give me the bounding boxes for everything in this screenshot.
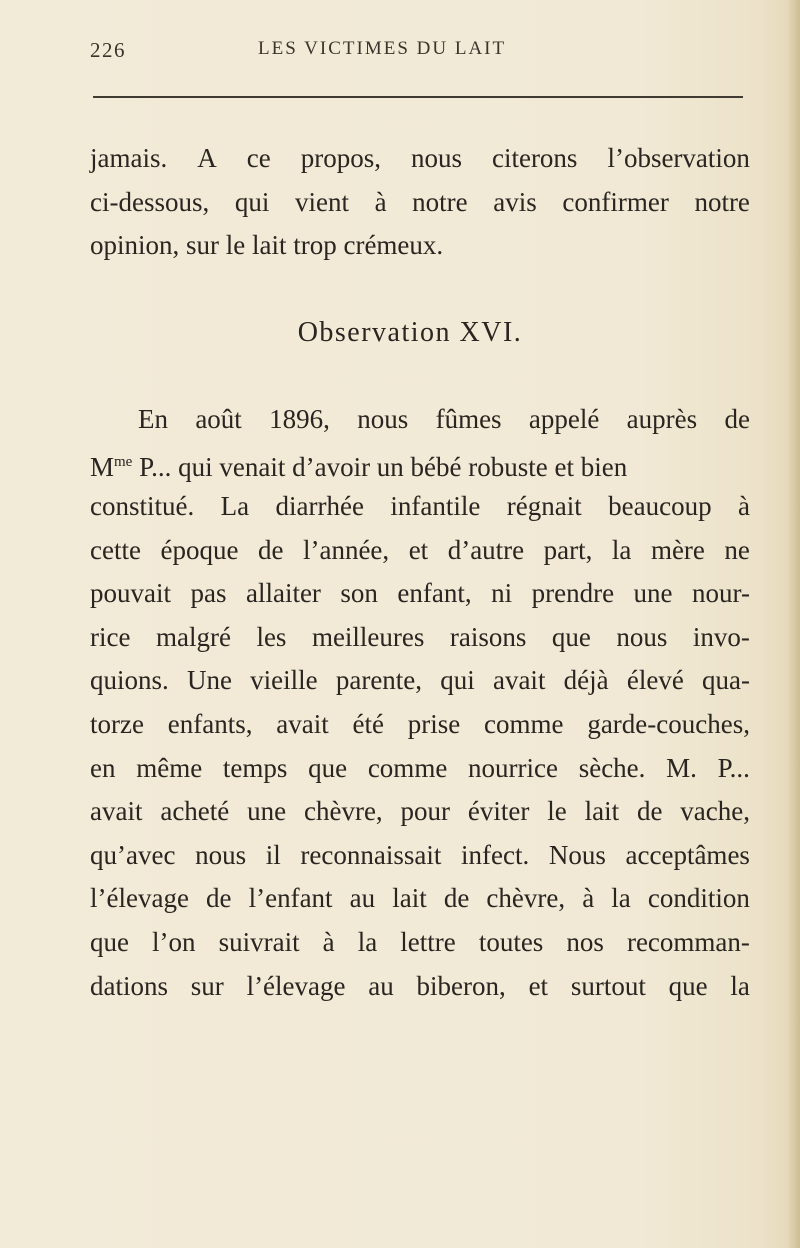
word: lettre [400,926,456,957]
word: allaiter [245,578,321,609]
word: fûmes [435,403,502,434]
body-text [90,137,750,1008]
word: La [220,490,250,521]
text-line [90,703,750,747]
word: sur [190,970,224,1001]
word: pouvait [90,578,171,609]
word: que [668,970,708,1001]
text-line-rest: P... qui venait d’avoir un bébé robuste et bien [132,452,628,483]
word: ci-dessous, [90,186,210,217]
word: l’on [152,926,196,957]
word: que [551,621,591,652]
word: ni [491,578,513,609]
word: qui [440,665,475,696]
word: l’année, [302,534,390,565]
word: à [737,490,750,521]
word: époque [160,534,239,565]
word: vache, [680,796,750,827]
word: rice [90,621,131,652]
word: avis [493,186,537,217]
text-line [90,398,750,442]
word: une [633,578,673,609]
word: en [90,752,116,783]
word: la [611,534,632,565]
word: même [136,752,203,783]
word: confirmer [562,186,669,217]
page-edge [786,0,800,1248]
word: de [206,883,232,914]
running-head [90,38,740,68]
word: et [408,534,429,565]
word: la [730,970,750,1001]
word: beaucoup [608,490,712,521]
text-line [90,572,750,616]
word: régnait [506,490,582,521]
text-line [90,877,750,921]
word: quions. [90,665,169,696]
word: garde-couches, [587,708,750,739]
word: la [611,883,631,914]
text-line [90,834,750,878]
word: au [368,970,394,1001]
word: l’élevage [90,883,189,914]
word: qui [234,186,270,217]
word: invo- [692,621,750,652]
word: avait [276,708,329,739]
text-line [90,747,750,791]
header-rule [93,96,743,98]
word: A [197,143,217,173]
text-line [90,921,750,965]
word: à [374,186,387,217]
word: suivrait [218,926,300,957]
word: nous [410,143,462,173]
word: de [257,534,284,565]
word: dations [90,970,168,1001]
word: le [547,796,567,827]
word: au [349,883,376,914]
word: P... [717,752,750,783]
word: Nous [548,839,606,870]
text-line [90,659,750,703]
word: cette [90,534,141,565]
word: nous [195,839,247,870]
word: à [582,883,595,914]
word: notre [694,186,750,217]
word: nos [566,926,604,957]
word: avait [90,796,143,827]
word: nourrice [468,752,558,783]
word: torze [90,708,144,739]
text-line: opinion, sur le lait trop crémeux. [90,230,444,261]
page-number: 226 [90,38,126,62]
word: vient [294,186,349,217]
word: comme [484,708,564,739]
word: les [256,621,287,652]
word: raisons [449,621,527,652]
word: prise [407,708,461,739]
running-title: LES VICTIMES DU LAIT [258,38,507,59]
word: que [90,926,129,957]
word: ne [724,534,750,565]
word: avait [492,665,546,696]
word: pour [400,796,451,827]
word: acheté [160,796,230,827]
word: été [352,708,384,739]
word: chèvre, [303,796,383,827]
word: malgré [155,621,231,652]
word: vieille [250,665,318,696]
word: condition [647,883,750,914]
word: élevé [626,665,684,696]
word: reconnaissait [300,839,442,870]
text-line [90,529,750,573]
word: infect. [461,839,530,870]
title-abbrev: M [90,452,115,483]
text-line [90,616,750,660]
word: notre [412,186,468,217]
word: toutes [478,926,544,957]
word: enfants, [167,708,253,739]
word: nour- [692,578,750,609]
text-line [90,790,750,834]
word: que [308,752,348,783]
word: l’élevage [246,970,346,1001]
word: nous [616,621,668,652]
word: mère [650,534,705,565]
word: jamais. [90,143,168,173]
word: qu’avec [90,839,176,870]
word: qua- [702,665,750,696]
word: recomman- [626,926,750,957]
word: d’autre [447,534,525,565]
word: temps [222,752,288,783]
word: août [195,403,242,434]
word: diarrhée [275,490,364,521]
word: biberon, [416,970,506,1001]
word: nous [357,403,409,434]
word: infantile [390,490,481,521]
text-line [90,965,750,1009]
title-abbrev-sup: me [114,454,133,471]
word: propos, [300,143,381,173]
word: lait [392,883,427,914]
word: acceptâmes [625,839,750,870]
word: En [138,403,168,434]
word: une [247,796,287,827]
word: comme [367,752,448,783]
word: de [636,796,663,827]
word: M. [666,752,697,783]
word: de [724,403,750,434]
text-line [90,137,750,181]
word: éviter [467,796,530,827]
word: constitué. [90,490,195,521]
word: chèvre, [486,883,566,914]
word: déjà [563,665,609,696]
word: de [443,883,470,914]
word: la [357,926,378,957]
word: part, [543,534,593,565]
word: sèche. [578,752,646,783]
word: prendre [531,578,615,609]
word: l’observation [607,143,750,173]
word: à [322,926,335,957]
word: auprès [626,403,698,434]
word: surtout [570,970,646,1001]
word: enfant, [397,578,472,609]
word: pas [190,578,227,609]
word: meilleures [311,621,425,652]
word: il [265,839,281,870]
word: Une [186,665,232,696]
word: appelé [528,403,600,434]
text-line [90,181,750,225]
word: 1896, [269,403,330,434]
section-heading: Observation XVI. [297,316,523,348]
text-line [90,441,750,485]
word: parente, [335,665,423,696]
word: son [340,578,378,609]
word: ce [246,143,271,173]
text-line [90,485,750,529]
word: l’enfant [248,883,333,914]
word: et [528,970,549,1001]
word: citerons [491,143,578,173]
word: lait [584,796,620,827]
